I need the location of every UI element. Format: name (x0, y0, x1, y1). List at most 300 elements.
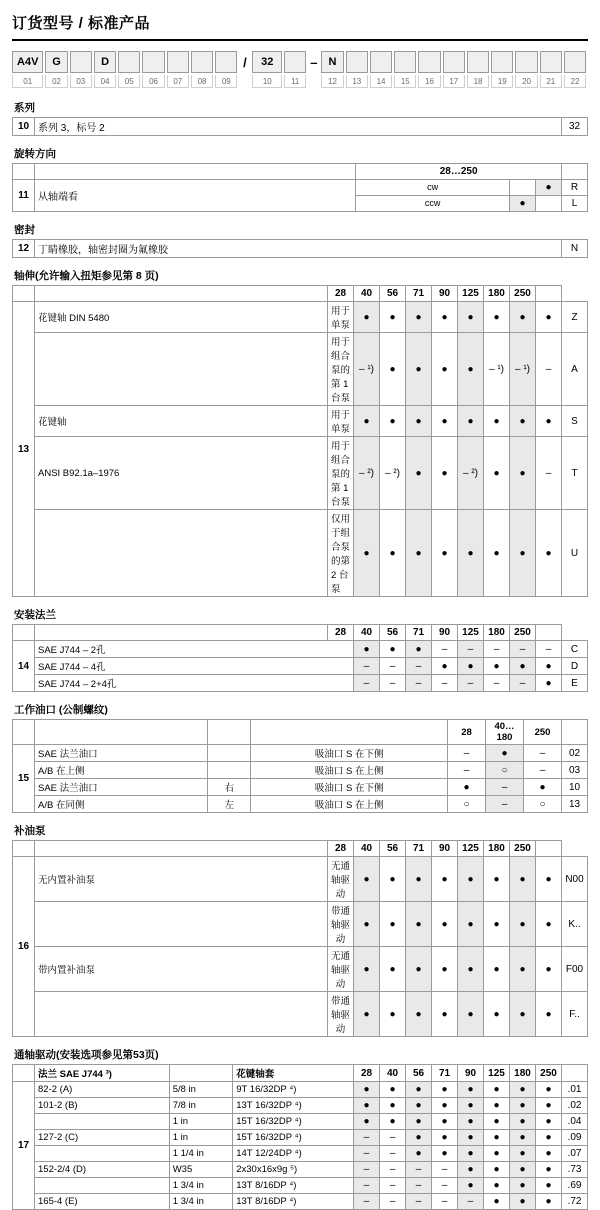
throughdrive-availability: ● (406, 1082, 432, 1098)
order-code-positions (12, 75, 588, 88)
shaft-availability: – ²) (354, 437, 380, 510)
shaft-availability: – ²) (380, 437, 406, 510)
ports-availability: – (524, 762, 562, 779)
code-cell[interactable] (142, 51, 164, 73)
shaft-code: S (562, 406, 588, 437)
shaft-availability: ● (432, 437, 458, 510)
shaft-availability: – ¹) (510, 333, 536, 406)
boost-availability: ● (484, 947, 510, 992)
section-seal-title: 密封 (14, 224, 35, 236)
shaft-availability: ● (432, 510, 458, 597)
size-header-row (13, 841, 588, 857)
code-cell[interactable]: N (321, 51, 343, 73)
throughdrive-availability: ● (510, 1194, 536, 1210)
flange-availability: ● (484, 658, 510, 675)
ports-suction: 吸油口 S 在下侧 (251, 779, 448, 796)
section-series (12, 98, 588, 136)
code-position-number: 15 (394, 75, 416, 88)
throughdrive-availability: ● (354, 1114, 380, 1130)
shaft-availability: ● (380, 302, 406, 333)
ports-availability: ● (486, 745, 524, 762)
boost-availability: ● (354, 902, 380, 947)
ports-availability: – (486, 796, 524, 813)
code-position-number: 18 (467, 75, 489, 88)
throughdrive-availability: ● (406, 1146, 432, 1162)
throughdrive-availability: ● (484, 1114, 510, 1130)
flange-availability: – (406, 658, 432, 675)
section-seal (12, 220, 588, 258)
boost-code: N00 (562, 857, 588, 902)
boost-availability: ● (406, 857, 432, 902)
ports-availability: ● (524, 779, 562, 796)
throughdrive-flange: 82-2 (A) (35, 1082, 170, 1098)
section-series-index: 10 (13, 118, 35, 136)
code-separator: – (310, 54, 318, 70)
boost-availability: ● (458, 857, 484, 902)
throughdrive-row (13, 1098, 588, 1114)
code-position-number: 03 (70, 75, 92, 88)
code-cell[interactable] (564, 51, 586, 73)
code-position-number: 06 (142, 75, 164, 88)
boost-drive: 无通轴驱动 (328, 857, 354, 902)
size-header: 40 (354, 841, 380, 857)
shaft-availability: ● (484, 437, 510, 510)
shaft-availability: – ¹) (354, 333, 380, 406)
section-throughdrive-index: 17 (13, 1082, 35, 1210)
code-cell[interactable] (443, 51, 465, 73)
throughdrive-code: .69 (562, 1178, 588, 1194)
shaft-code: A (562, 333, 588, 406)
throughdrive-availability: ● (536, 1194, 562, 1210)
code-cell[interactable] (418, 51, 440, 73)
boost-availability: ● (484, 992, 510, 1037)
rotation-label: 从轴端看 (35, 180, 356, 212)
boost-drive: 带通轴驱动 (328, 992, 354, 1037)
code-cell[interactable] (284, 51, 306, 73)
size-header: 28 (328, 286, 354, 302)
code-position-number: 17 (443, 75, 465, 88)
boost-row (13, 857, 588, 902)
shaft-availability: ● (536, 302, 562, 333)
code-cell[interactable] (540, 51, 562, 73)
flange-availability: – (380, 658, 406, 675)
throughdrive-size: 1 3/4 in (169, 1178, 233, 1194)
throughdrive-availability: – (380, 1194, 406, 1210)
rotation-dot: ● (536, 180, 562, 196)
flange-availability: ● (406, 641, 432, 658)
throughdrive-spline: 13T 8/16DP ⁴) (233, 1178, 354, 1194)
size-header: 28 (354, 1065, 380, 1082)
code-cell[interactable]: G (45, 51, 67, 73)
code-cell[interactable] (167, 51, 189, 73)
code-position-number: 07 (167, 75, 189, 88)
flange-row (13, 675, 588, 692)
throughdrive-flange (35, 1146, 170, 1162)
size-header: 180 (484, 841, 510, 857)
shaft-availability: ● (458, 302, 484, 333)
code-position-number: 05 (118, 75, 140, 88)
spacer (35, 625, 328, 641)
size-header: 71 (432, 1065, 458, 1082)
shaft-row (13, 333, 588, 406)
code-position-number: 13 (346, 75, 368, 88)
section-throughdrive-title: 通轴驱动(安装选项参见第53页) (14, 1049, 159, 1061)
throughdrive-spline: 13T 16/32DP ⁴) (233, 1098, 354, 1114)
code-cell[interactable] (467, 51, 489, 73)
throughdrive-code: .02 (562, 1098, 588, 1114)
shaft-availability: ● (354, 302, 380, 333)
spacer (35, 286, 328, 302)
shaft-availability: ● (432, 406, 458, 437)
flange-availability: ● (354, 641, 380, 658)
boost-code: F00 (562, 947, 588, 992)
throughdrive-size: W35 (169, 1162, 233, 1178)
flange-availability: – (406, 675, 432, 692)
size-header: 56 (380, 841, 406, 857)
code-position-number: 14 (370, 75, 392, 88)
boost-availability: ● (354, 992, 380, 1037)
shaft-availability: ● (536, 406, 562, 437)
size-header: 40 (354, 286, 380, 302)
throughdrive-availability: ● (484, 1146, 510, 1162)
throughdrive-availability: ● (458, 1130, 484, 1146)
spacer (251, 720, 448, 745)
flange-availability: ● (510, 658, 536, 675)
code-cell[interactable] (491, 51, 513, 73)
throughdrive-availability: – (406, 1162, 432, 1178)
rotation-code: L (562, 196, 588, 212)
size-header: 40…180 (486, 720, 524, 745)
throughdrive-availability: ● (484, 1178, 510, 1194)
code-cell[interactable] (215, 51, 237, 73)
flange-availability: – (536, 641, 562, 658)
throughdrive-availability: ● (536, 1162, 562, 1178)
boost-availability: ● (432, 992, 458, 1037)
throughdrive-flange (35, 1178, 170, 1194)
throughdrive-row (13, 1130, 588, 1146)
throughdrive-availability: – (432, 1194, 458, 1210)
shaft-availability: ● (484, 406, 510, 437)
size-header: 125 (484, 1065, 510, 1082)
throughdrive-availability: – (354, 1178, 380, 1194)
boost-availability: ● (406, 992, 432, 1037)
boost-code: F.. (562, 992, 588, 1037)
flange-availability: – (432, 675, 458, 692)
size-header: 28…250 (356, 164, 562, 180)
throughdrive-availability: ● (432, 1082, 458, 1098)
flange-availability: – (354, 675, 380, 692)
section-series-title: 系列 (14, 102, 35, 114)
boost-availability: ● (380, 947, 406, 992)
shaft-availability: – ²) (458, 437, 484, 510)
rotation-dot (536, 196, 562, 212)
boost-availability: ● (510, 992, 536, 1037)
flange-row (13, 658, 588, 675)
flange-availability: ● (458, 658, 484, 675)
flange-availability: ● (536, 658, 562, 675)
boost-row (13, 992, 588, 1037)
code-position-number: 10 (252, 75, 282, 88)
rotation-row (13, 180, 588, 196)
throughdrive-availability: – (380, 1146, 406, 1162)
throughdrive-row (13, 1162, 588, 1178)
code-cell[interactable] (370, 51, 392, 73)
ports-availability: ○ (524, 796, 562, 813)
code-position-number: 19 (491, 75, 513, 88)
throughdrive-availability: ● (510, 1146, 536, 1162)
code-position-number: 22 (564, 75, 586, 88)
ports-availability: ○ (486, 762, 524, 779)
shaft-availability: ● (406, 333, 432, 406)
spacer (13, 625, 35, 641)
ports-side (208, 745, 251, 762)
shaft-availability: ● (432, 302, 458, 333)
section-ports-index: 15 (13, 745, 35, 813)
page-title: 订货型号 / 标准产品 (12, 15, 151, 32)
code-cell[interactable] (346, 51, 368, 73)
throughdrive-availability: ● (484, 1098, 510, 1114)
section-rotation-index: 11 (13, 180, 35, 212)
throughdrive-spline: 14T 12/24DP ⁴) (233, 1146, 354, 1162)
throughdrive-availability: ● (458, 1082, 484, 1098)
shaft-availability: ● (354, 510, 380, 597)
ports-name: A/B 在同侧 (35, 796, 208, 813)
shaft-row (13, 302, 588, 333)
code-cell[interactable] (515, 51, 537, 73)
throughdrive-availability: ● (380, 1098, 406, 1114)
throughdrive-code: .73 (562, 1162, 588, 1178)
ports-availability: ○ (448, 796, 486, 813)
throughdrive-availability: ● (510, 1098, 536, 1114)
boost-availability: ● (458, 902, 484, 947)
code-cell[interactable]: A4V (12, 51, 43, 73)
ports-suction: 吸油口 S 在上侧 (251, 796, 448, 813)
throughdrive-availability: ● (536, 1082, 562, 1098)
boost-availability: ● (536, 857, 562, 902)
size-header: 90 (432, 841, 458, 857)
shaft-availability: ● (484, 510, 510, 597)
shaft-code: U (562, 510, 588, 597)
throughdrive-availability: – (380, 1130, 406, 1146)
throughdrive-availability: – (406, 1178, 432, 1194)
throughdrive-code: .72 (562, 1194, 588, 1210)
throughdrive-availability: – (354, 1146, 380, 1162)
section-boost-title: 补油泵 (14, 825, 46, 837)
shaft-code: T (562, 437, 588, 510)
throughdrive-code: .01 (562, 1082, 588, 1098)
code-cell[interactable] (191, 51, 213, 73)
section-shaft-title: 轴伸(允许输入扭矩参见第 8 页) (14, 270, 159, 282)
flange-availability: – (354, 658, 380, 675)
shaft-availability: ● (354, 406, 380, 437)
boost-availability: ● (354, 947, 380, 992)
flange-availability: – (458, 675, 484, 692)
ports-suction: 吸油口 S 在下侧 (251, 745, 448, 762)
shaft-availability: ● (536, 510, 562, 597)
throughdrive-flange: 127-2 (C) (35, 1130, 170, 1146)
boost-code: K.. (562, 902, 588, 947)
throughdrive-flange: 101-2 (B) (35, 1098, 170, 1114)
size-header: 250 (524, 720, 562, 745)
throughdrive-size: 5/8 in (169, 1082, 233, 1098)
order-code-line (12, 51, 588, 88)
spacer (536, 625, 562, 641)
boost-availability: ● (536, 947, 562, 992)
throughdrive-availability: ● (380, 1082, 406, 1098)
code-cell[interactable]: 32 (252, 51, 282, 73)
code-position-number (308, 75, 319, 88)
section-series-label: 系列 3，标号 2 (35, 118, 562, 136)
shaft-availability: – (536, 437, 562, 510)
section-seal-code: N (562, 240, 588, 258)
throughdrive-availability: – (380, 1162, 406, 1178)
boost-name (35, 902, 328, 947)
size-header: 28 (448, 720, 486, 745)
shaft-availability: ● (406, 406, 432, 437)
boost-availability: ● (510, 902, 536, 947)
code-cell[interactable] (70, 51, 92, 73)
size-header: 250 (510, 625, 536, 641)
spacer (13, 1065, 35, 1082)
flange-availability: ● (432, 658, 458, 675)
size-header-row (13, 720, 588, 745)
throughdrive-availability: ● (510, 1162, 536, 1178)
shaft-usage: 用于组合泵的第 1 台泵 (328, 333, 354, 406)
section-boost-index: 16 (13, 857, 35, 1037)
flange-code: E (562, 675, 588, 692)
flange-name: SAE J744 – 2+4孔 (35, 675, 354, 692)
throughdrive-flange-header: 法兰 SAE J744 ³) (35, 1065, 170, 1082)
order-code-cells (12, 51, 588, 73)
boost-row (13, 902, 588, 947)
code-cell[interactable] (118, 51, 140, 73)
boost-availability: ● (484, 902, 510, 947)
code-position-number: 16 (418, 75, 440, 88)
throughdrive-availability: ● (510, 1114, 536, 1130)
shaft-usage: 仅用于组合泵的第 2 台泵 (328, 510, 354, 597)
ports-code: 10 (562, 779, 588, 796)
throughdrive-row (13, 1146, 588, 1162)
boost-availability: ● (510, 857, 536, 902)
size-header-row (13, 286, 588, 302)
throughdrive-availability: – (432, 1162, 458, 1178)
shaft-name: 花键轴 (35, 406, 328, 437)
boost-availability: ● (510, 947, 536, 992)
code-position-number: 12 (321, 75, 343, 88)
flange-code: D (562, 658, 588, 675)
throughdrive-availability: ● (484, 1162, 510, 1178)
throughdrive-availability: ● (458, 1114, 484, 1130)
shaft-availability: – (536, 333, 562, 406)
ports-side: 右 (208, 779, 251, 796)
shaft-availability: ● (406, 510, 432, 597)
throughdrive-row (13, 1178, 588, 1194)
flange-availability: – (432, 641, 458, 658)
spacer (13, 841, 35, 857)
size-header: 250 (536, 1065, 562, 1082)
throughdrive-availability: ● (432, 1114, 458, 1130)
ports-availability: – (486, 779, 524, 796)
spacer (13, 286, 35, 302)
shaft-row (13, 510, 588, 597)
flange-name: SAE J744 – 2孔 (35, 641, 354, 658)
rotation-dot: ● (510, 196, 536, 212)
spacer (562, 720, 588, 745)
size-header: 125 (458, 286, 484, 302)
throughdrive-size: 1 1/4 in (169, 1146, 233, 1162)
size-header: 90 (432, 286, 458, 302)
size-header: 125 (458, 625, 484, 641)
rotation-dot (510, 180, 536, 196)
boost-availability: ● (432, 902, 458, 947)
code-cell[interactable]: D (94, 51, 116, 73)
size-header-row (13, 1065, 588, 1082)
throughdrive-size: 7/8 in (169, 1098, 233, 1114)
section-series-code: 32 (562, 118, 588, 136)
ports-availability: – (524, 745, 562, 762)
flange-availability: – (380, 675, 406, 692)
throughdrive-availability: – (380, 1178, 406, 1194)
ports-code: 03 (562, 762, 588, 779)
throughdrive-size: 1 3/4 in (169, 1194, 233, 1210)
size-header: 40 (380, 1065, 406, 1082)
ports-row (13, 762, 588, 779)
boost-availability: ● (354, 857, 380, 902)
boost-name: 无内置补油泵 (35, 857, 328, 902)
section-seal-index: 12 (13, 240, 35, 258)
throughdrive-availability: ● (510, 1082, 536, 1098)
code-position-number: 11 (284, 75, 306, 88)
throughdrive-availability: ● (458, 1162, 484, 1178)
section-shaft-index: 13 (13, 302, 35, 597)
size-header: 56 (380, 625, 406, 641)
throughdrive-availability: – (432, 1178, 458, 1194)
code-position-number: 01 (12, 75, 43, 88)
ports-row (13, 745, 588, 762)
ports-name: A/B 在上侧 (35, 762, 208, 779)
code-position-number: 08 (191, 75, 213, 88)
spacer (169, 1065, 233, 1082)
shaft-row (13, 406, 588, 437)
spacer (536, 841, 562, 857)
section-ports (12, 700, 588, 813)
boost-availability: ● (432, 857, 458, 902)
spacer (562, 1065, 588, 1082)
ports-code: 13 (562, 796, 588, 813)
flange-availability: – (510, 641, 536, 658)
throughdrive-availability: ● (458, 1146, 484, 1162)
ports-availability: – (448, 745, 486, 762)
size-header: 71 (406, 841, 432, 857)
throughdrive-flange: 165-4 (E) (35, 1194, 170, 1210)
throughdrive-spline: 2x30x16x9g ⁵) (233, 1162, 354, 1178)
code-cell[interactable] (394, 51, 416, 73)
section-seal-label: 丁睛橡胶，轴密封圈为氟橡胶 (35, 240, 562, 258)
spacer (35, 164, 356, 180)
throughdrive-availability: ● (406, 1114, 432, 1130)
section-shaft (12, 266, 588, 597)
throughdrive-availability: ● (536, 1114, 562, 1130)
ports-code: 02 (562, 745, 588, 762)
flange-availability: – (510, 675, 536, 692)
code-separator: / (243, 54, 247, 70)
size-header: 180 (510, 1065, 536, 1082)
spacer (562, 164, 588, 180)
section-flange-title: 安装法兰 (14, 609, 56, 621)
flange-row (13, 641, 588, 658)
throughdrive-spline-header: 花键轴套 (233, 1065, 354, 1082)
section-flange-index: 14 (13, 641, 35, 692)
